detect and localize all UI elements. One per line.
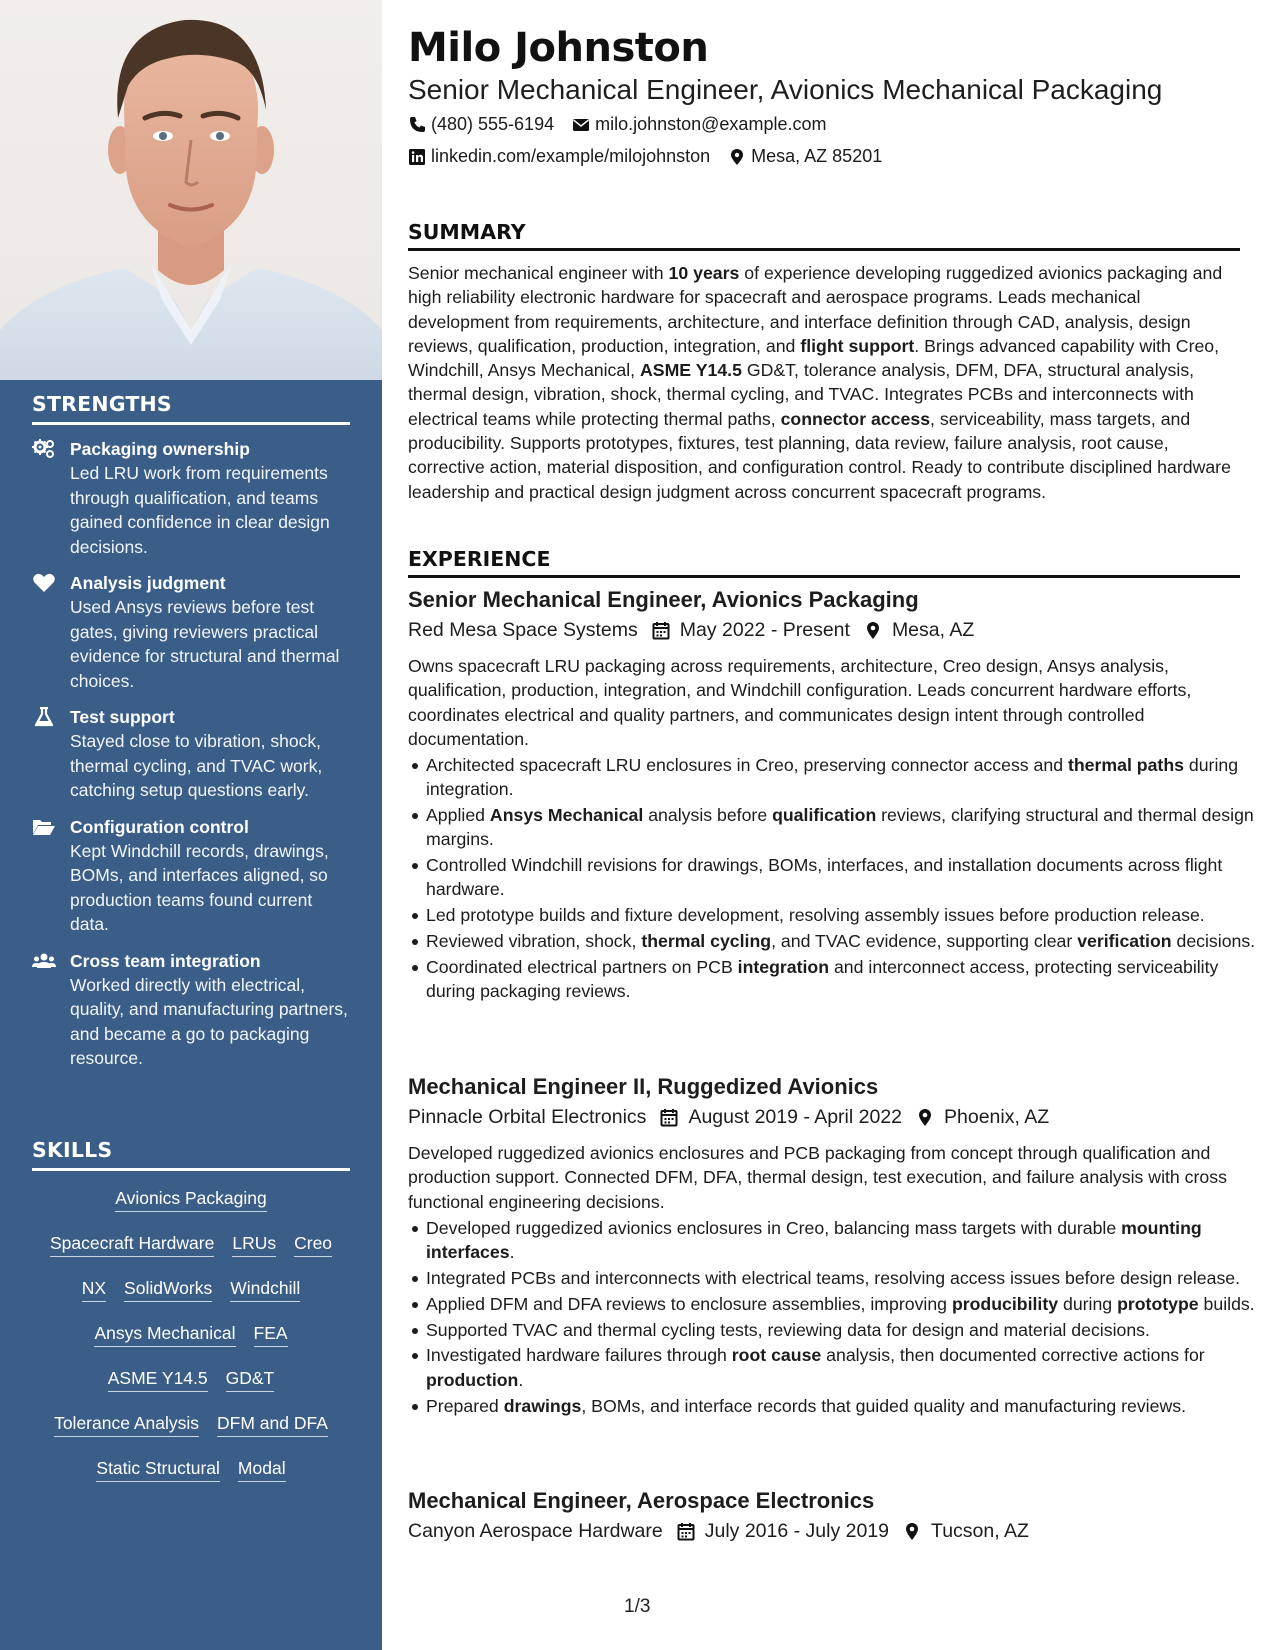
text-run: Controlled Windchill revisions for drawings, BOMs, interfaces, and installation documents across flight hardware.: [426, 855, 1223, 900]
skill-row: [32, 1402, 350, 1447]
text-run: analysis, then documented corrective actions for: [821, 1345, 1205, 1366]
bullet-item: [426, 1318, 1258, 1342]
strength-description: Kept Windchill records, drawings, BOMs, and interfaces aligned, so production teams found current data.: [70, 840, 329, 934]
skill-tag: SolidWorks: [124, 1277, 212, 1302]
job-company: Pinnacle Orbital Electronics: [408, 1106, 647, 1128]
text-run: decisions.: [1171, 931, 1256, 952]
bullet-item: [426, 1292, 1258, 1316]
bullet-item: [426, 753, 1258, 802]
text-run: .: [509, 1242, 515, 1263]
emphasized-text: production: [426, 1369, 519, 1390]
emphasized-text: verification: [1077, 931, 1172, 952]
job-dates: [677, 1520, 889, 1543]
calendar-icon: [652, 621, 670, 640]
profile-photo: [0, 0, 382, 380]
text-run: Reviewed vibration, shock,: [426, 931, 642, 952]
job-bullets: [408, 753, 1258, 1005]
bullet-item: [426, 903, 1258, 927]
job-location: [864, 619, 974, 642]
text-run: Applied: [426, 805, 490, 826]
job-dates: [660, 1106, 902, 1129]
linkedin-icon: [408, 148, 426, 166]
phone-number: (480) 555-6194: [431, 114, 555, 134]
skills-list: [32, 1177, 350, 1492]
skill-tag: Modal: [238, 1457, 286, 1482]
emphasized-text: producibility: [951, 1293, 1059, 1314]
bullet-item: [426, 853, 1258, 902]
text-run: Senior mechanical engineer with: [408, 263, 669, 283]
skill-row: [32, 1177, 350, 1222]
skill-row: [32, 1357, 350, 1402]
text-run: .: [518, 1369, 524, 1390]
text-run: Prepared: [426, 1395, 504, 1416]
job-dates-text: July 2016 - July 2019: [704, 1520, 890, 1542]
text-run: during integration.: [426, 755, 1239, 800]
map-pin-icon: [728, 148, 746, 166]
job-company: Red Mesa Space Systems: [408, 619, 638, 641]
bullet-item: [426, 1216, 1258, 1265]
skill-tag: Static Structural: [96, 1457, 220, 1482]
emphasized-text: Ansys Mechanical: [489, 805, 644, 826]
candidate-name: Milo Johnston: [408, 25, 709, 71]
strength-description: Led LRU work from requirements through qualification, and teams gained confidence in clear design decisions.: [70, 463, 330, 557]
strength-description: Stayed close to vibration, shock, thermal cycling, and TVAC work, catching setup questions early.: [70, 731, 323, 800]
emphasized-text: ASME Y14.5: [640, 360, 742, 381]
text-run: and interconnect access, protecting serviceability during packaging reviews.: [426, 956, 1219, 1002]
contact-linkedin[interactable]: [408, 146, 710, 167]
strengths-heading: STRENGTHS: [32, 392, 350, 425]
map-pin-icon: [903, 1522, 921, 1541]
skill-tag: DFM and DFA: [217, 1412, 328, 1437]
job-location: [916, 1106, 1049, 1129]
job-location-text: Phoenix, AZ: [944, 1106, 1050, 1128]
skill-row: [32, 1267, 350, 1312]
job-location-text: Tucson, AZ: [931, 1520, 1029, 1542]
strength-item: [32, 705, 350, 803]
bullet-item: [426, 955, 1258, 1004]
text-run: analysis before: [643, 805, 773, 826]
summary-text: [408, 261, 1240, 504]
portrait-illustration: [0, 0, 382, 380]
skill-row: [32, 1447, 350, 1492]
text-run: during: [1058, 1293, 1118, 1314]
skill-tag: FEA: [254, 1322, 288, 1347]
text-run: Applied DFM and DFA reviews to enclosure assemblies, improving: [426, 1293, 952, 1314]
strength-title: Cross team integration: [70, 950, 261, 971]
summary-heading: SUMMARY: [408, 220, 1240, 251]
skill-tag: Ansys Mechanical: [94, 1322, 235, 1347]
emphasized-text: connector access: [780, 408, 931, 429]
job-meta: [408, 1106, 1063, 1129]
contact-phone: [408, 114, 554, 135]
skill-tag: Spacecraft Hardware: [50, 1232, 214, 1257]
emphasized-text: qualification: [772, 805, 877, 826]
candidate-headline: Senior Mechanical Engineer, Avionics Mechanical Packaging: [408, 74, 1163, 105]
job-bullets: [408, 1216, 1258, 1419]
strength-item: [32, 437, 350, 559]
bullet-item: [426, 803, 1258, 852]
text-run: Architected spacecraft LRU enclosures in Creo, preserving connector access and: [426, 755, 1068, 775]
gears-icon: [32, 437, 70, 559]
bullet-item: [426, 929, 1258, 953]
calendar-icon: [677, 1522, 695, 1541]
skill-row: [32, 1312, 350, 1357]
skill-row: [32, 1222, 350, 1267]
map-pin-icon: [916, 1108, 934, 1127]
job-meta: [408, 1520, 1043, 1543]
strength-item: [32, 571, 350, 693]
job-title: Senior Mechanical Engineer, Avionics Packaging: [408, 587, 919, 612]
linkedin-url[interactable]: linkedin.com/example/milojohnston: [431, 146, 711, 166]
text-run: of experience developing ruggedized avionics packaging and high reliability electronic hardware for spacecraft and aerospace programs. Leads mechanical development from requirements, architecture, and interface definition through CAD, analysis, design reviews, qualification, production, integration, and: [408, 263, 1223, 356]
skills-heading: SKILLS: [32, 1138, 350, 1171]
users-icon: [32, 949, 70, 1071]
skill-tag: GD&T: [226, 1367, 275, 1392]
job-dates: [652, 619, 850, 642]
strength-title: Configuration control: [70, 816, 249, 837]
phone-icon: [408, 116, 426, 134]
strength-description: Used Ansys reviews before test gates, giving reviewers practical evidence for structural and thermal choices.: [70, 597, 340, 691]
job-meta: [408, 619, 988, 642]
job-description: Owns spacecraft LRU packaging across requirements, architecture, Creo design, Ansys analysis, qualification, production, integration, and Windchill configuration. Leads concurrent hardware efforts, coordinates electrical and quality partners, and communicates design intent through controlled documentation.: [408, 656, 1192, 749]
map-pin-icon: [864, 621, 882, 640]
emphasized-text: thermal cycling: [641, 931, 772, 952]
skill-tag: Windchill: [230, 1277, 300, 1302]
contact-location: [728, 146, 882, 167]
location-text: Mesa, AZ 85201: [751, 146, 883, 166]
skill-tag: Avionics Packaging: [115, 1187, 266, 1212]
emphasized-text: drawings: [503, 1395, 582, 1416]
job-dates-text: August 2019 - April 2022: [688, 1106, 903, 1128]
skill-tag: NX: [82, 1277, 106, 1302]
text-run: , BOMs, and interface records that guided quality and manufacturing reviews.: [581, 1395, 1186, 1416]
bullet-item: [426, 1343, 1258, 1392]
contact-line-2: [408, 146, 900, 167]
text-run: Coordinated electrical partners on PCB: [426, 956, 738, 977]
emphasized-text: prototype: [1117, 1293, 1199, 1314]
job-location-text: Mesa, AZ: [891, 619, 975, 641]
job-location: [903, 1520, 1029, 1543]
skill-tag: LRUs: [232, 1232, 276, 1257]
envelope-icon: [572, 116, 590, 134]
text-run: Led prototype builds and fixture development, resolving assembly issues before production release.: [426, 905, 1205, 926]
text-run: Supported TVAC and thermal cycling tests, reviewing data for design and material decisions.: [426, 1319, 1150, 1340]
bullet-item: [426, 1394, 1258, 1418]
strength-title: Test support: [70, 707, 175, 727]
text-run: Developed ruggedized avionics enclosures in Creo, balancing mass targets with durable: [426, 1218, 1122, 1238]
text-run: . Brings advanced capability with Creo, Windchill, Ansys Mechanical,: [408, 335, 1220, 381]
sidebar: [0, 0, 382, 1650]
page-number: 1/3: [624, 1596, 651, 1617]
folder-open-icon: [32, 815, 70, 937]
emphasized-text: mounting interfaces: [426, 1218, 1202, 1263]
bullet-item: [426, 1266, 1258, 1290]
contact-line-1: [408, 114, 844, 135]
text-run: Integrated PCBs and interconnects with electrical teams, resolving access issues before design release.: [426, 1268, 1241, 1289]
text-run: , and TVAC evidence, supporting clear: [771, 931, 1078, 952]
heart-icon: [32, 571, 70, 693]
strengths-section: [32, 392, 350, 1071]
text-run: Investigated hardware failures through: [426, 1345, 732, 1366]
skill-tag: Tolerance Analysis: [54, 1412, 199, 1437]
text-run: reviews, clarifying structural and thermal design margins.: [426, 805, 1254, 850]
strength-item: [32, 949, 350, 1071]
job-description: Developed ruggedized avionics enclosures and PCB packaging from concept through qualification and production support. Connected DFM, DFA, thermal design, test execution, and failure analysis with cross functional engineering decisions.: [408, 1143, 1227, 1212]
strength-item: [32, 815, 350, 937]
strength-title: Analysis judgment: [70, 573, 226, 593]
strength-title: Packaging ownership: [70, 439, 250, 459]
text-run: , serviceability, mass targets, and producibility. Supports prototypes, fixtures, test planning, data review, failure analysis, root cause, corrective action, material disposition, and configuration control. Ready to contribute disciplined hardware leadership and practical design judgment across concurrent spacecraft programs.: [408, 408, 1231, 502]
skill-tag: ASME Y14.5: [108, 1367, 208, 1392]
experience-heading: EXPERIENCE: [408, 547, 1240, 578]
strength-description: Worked directly with electrical, quality, and manufacturing partners, and became a go to packaging resource.: [70, 974, 348, 1068]
skills-section: [32, 1138, 350, 1492]
job-company: Canyon Aerospace Hardware: [408, 1520, 663, 1542]
job-title: Mechanical Engineer, Aerospace Electronics: [408, 1488, 875, 1513]
job-dates-text: May 2022 - Present: [679, 619, 850, 641]
emphasized-text: root cause: [731, 1345, 822, 1366]
text-run: GD&T, tolerance analysis, DFM, DFA, structural analysis, thermal design, vibration, shock, thermal cycling, and TVAC. Integrates PCBs and interconnects with electrical teams while protecting thermal paths,: [408, 360, 1195, 429]
skill-tag: Creo: [294, 1232, 332, 1257]
flask-icon: [32, 705, 70, 803]
emphasized-text: flight support: [800, 335, 915, 356]
email-address[interactable]: milo.johnston@example.com: [595, 114, 827, 134]
contact-email[interactable]: [572, 114, 826, 135]
text-run: builds.: [1198, 1293, 1255, 1314]
emphasized-text: thermal paths: [1067, 755, 1184, 775]
job-title: Mechanical Engineer II, Ruggedized Avionics: [408, 1074, 879, 1099]
emphasized-text: integration: [737, 956, 830, 977]
calendar-icon: [660, 1108, 678, 1127]
emphasized-text: 10 years: [668, 263, 740, 283]
